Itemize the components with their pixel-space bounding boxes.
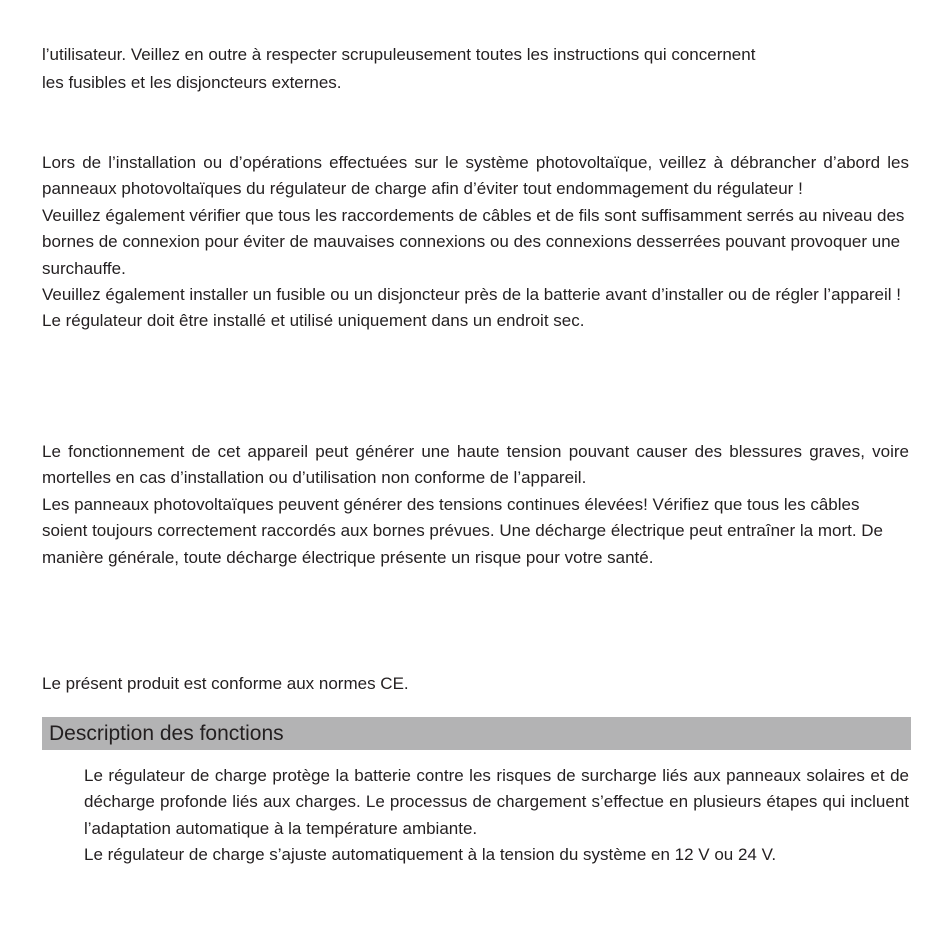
danger-warning (42, 439, 909, 571)
description-paragraph: Le régulateur de charge protège la batterie contre les risques de surcharge liés aux panneaux solaires et de décharge profonde liés aux charges. Le processus de chargement s’effectue en plusieurs étapes qui incluent l’adaptation automatique à la température ambiante. (84, 766, 909, 838)
description-paragraph: Le régulateur de charge s’ajuste automatiquement à la tension du système en 12 V ou 24 V. (84, 845, 777, 865)
installation-paragraph: Veuillez également installer un fusible ou un disjoncteur près de la batterie avant d’installer ou de régler l’appareil ! (42, 285, 902, 305)
intro-line: l’utilisateur. Veillez en outre à respecter scrupuleusement toutes les instructions qui concernent (42, 45, 756, 64)
section-title: Description des fonctions (49, 722, 284, 745)
intro-line: les fusibles et les disjoncteurs externes. (42, 73, 342, 93)
installation-paragraph: Lors de l’installation ou d’opérations effectuées sur le système photovoltaïque, veillez à débrancher d’abord les panneaux photovoltaïques du régulateur de charge afin d’éviter tout endommagement du régulateur ! (42, 153, 909, 199)
danger-paragraph: Le fonctionnement de cet appareil peut générer une haute tension pouvant causer des blessures graves, voire mortelles en cas d’installation ou d’utilisation non conforme de l’appareil. (42, 442, 909, 488)
conformity-text: Le présent produit est conforme aux normes CE. (42, 674, 409, 693)
installation-warning (42, 150, 909, 335)
installation-paragraph: Le régulateur doit être installé et utilisé uniquement dans un endroit sec. (42, 311, 585, 331)
conformity-statement (42, 671, 909, 697)
intro-paragraph (42, 42, 909, 98)
danger-paragraph: Les panneaux photovoltaïques peuvent générer des tensions continues élevées! Vérifiez que tous les câbles soient toujours correctement raccordés aux bornes prévues. Une décharge électrique peut entraîner la mort. De manière générale, toute décharge électrique présente un risque pour votre santé. (42, 494, 884, 567)
function-description (84, 763, 909, 869)
section-heading-bar (42, 717, 911, 750)
installation-paragraph: Veuillez également vérifier que tous les raccordements de câbles et de fils sont suffisamment serrés au niveau des bornes de connexion pour éviter de mauvaises connexions ou des connexions desserrées pouvant provoquer une surchauffe. (42, 205, 905, 278)
